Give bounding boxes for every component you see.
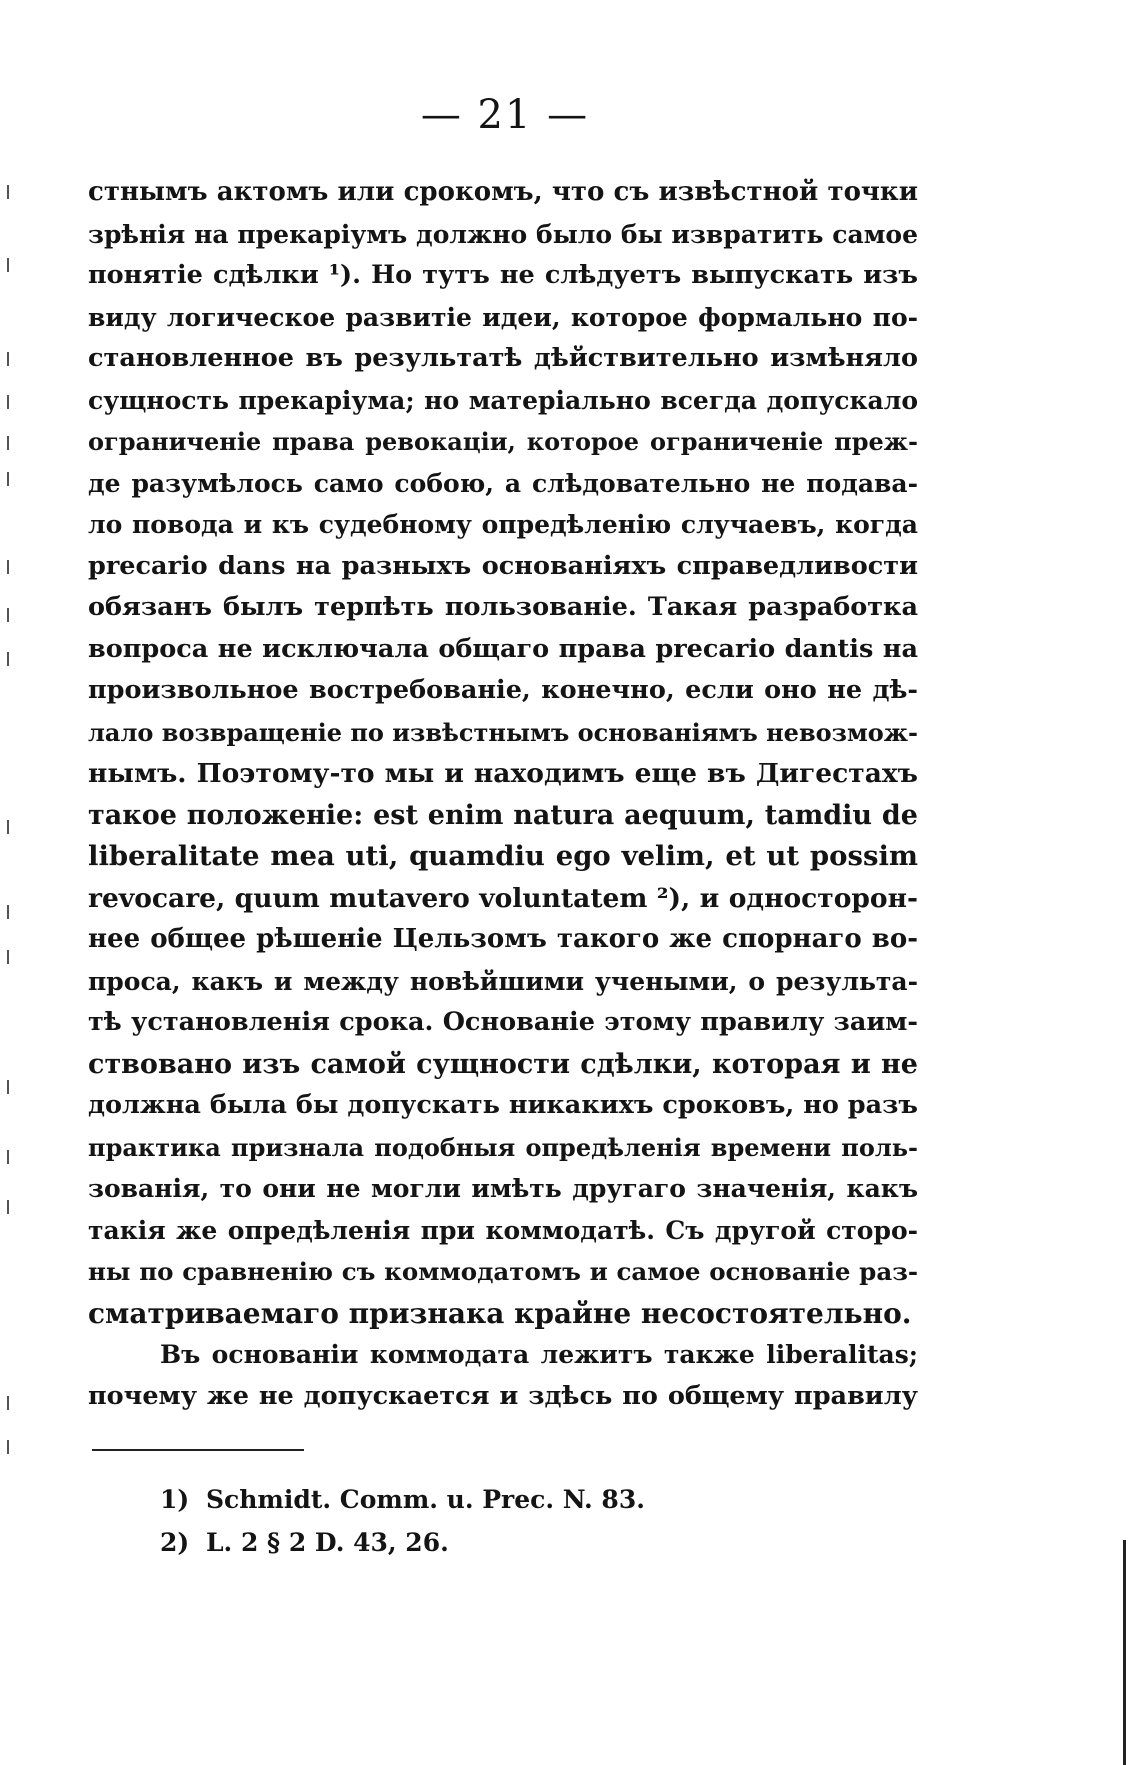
scan-mark bbox=[7, 560, 9, 574]
text-line: нымъ. Поэтому-то мы и находимъ еще въ Дигестахъ bbox=[88, 758, 918, 789]
footnote-2 bbox=[160, 1521, 860, 1564]
text-line: стнымъ актомъ или срокомъ, что съ извѣстной точки bbox=[88, 177, 918, 207]
footnote-1 bbox=[160, 1478, 860, 1521]
text-line: виду логическое развитіе идеи, которое формально по- bbox=[88, 302, 918, 332]
scan-mark bbox=[7, 1150, 9, 1164]
scan-mark bbox=[7, 905, 9, 919]
scan-mark bbox=[7, 395, 9, 409]
text-line: ограниченіе права ревокаціи, которое ограниченіе преж- bbox=[88, 427, 918, 456]
scan-mark bbox=[7, 436, 9, 450]
text-line: зрѣнія на прекаріумъ должно было бы извратить самое bbox=[88, 219, 918, 249]
text-line: де разумѣлось само собою, а слѣдовательно не подава- bbox=[88, 468, 918, 498]
text-line: такое положеніе: est enim natura aequum, tamdiu de bbox=[88, 799, 918, 831]
text-line: становленное въ результатѣ дѣйствительно измѣняло bbox=[88, 343, 918, 373]
text-line: зованія, то они не могли имѣть другаго значенія, какъ bbox=[88, 1174, 918, 1203]
scan-mark bbox=[7, 652, 9, 666]
footnote-text: Schmidt. Comm. u. Prec. N. 83. bbox=[205, 1485, 645, 1514]
paragraph-start-line: Въ основаніи коммодата лежитъ также liberalitas; bbox=[160, 1340, 918, 1369]
text-line: должна была бы допускать никакихъ сроковъ, но разъ bbox=[88, 1090, 918, 1120]
scan-mark bbox=[7, 1080, 9, 1094]
scan-edge-line bbox=[1123, 1540, 1126, 1765]
text-line: обязанъ былъ терпѣть пользованіе. Такая разработка bbox=[88, 592, 918, 622]
footnote-marker: 1) bbox=[160, 1485, 190, 1514]
text-line: нее общее рѣшеніе Цельзомъ такого же спорнаго во- bbox=[88, 924, 918, 954]
footnote-marker: 2) bbox=[160, 1528, 190, 1557]
scan-mark bbox=[7, 352, 9, 366]
body-text bbox=[88, 172, 918, 1417]
scan-mark bbox=[7, 258, 9, 272]
text-line: лало возвращеніе по извѣстнымъ основаніямъ невозмож- bbox=[88, 717, 918, 747]
page-number: — 21 — bbox=[420, 92, 590, 138]
text-line: такія же опредѣленія при коммодатѣ. Съ другой сторо- bbox=[88, 1215, 918, 1245]
scan-mark bbox=[7, 820, 9, 834]
scan-mark bbox=[7, 1440, 9, 1454]
scan-mark bbox=[7, 608, 9, 622]
footnote-text: L. 2 § 2 D. 43, 26. bbox=[205, 1528, 449, 1557]
footnote-divider bbox=[92, 1449, 304, 1451]
text-line: ствовано изъ самой сущности сдѣлки, которая и не bbox=[88, 1048, 918, 1080]
text-line: тѣ установленія срока. Основаніе этому правилу заим- bbox=[88, 1007, 918, 1037]
text-line: произвольное востребованіе, конечно, если оно не дѣ- bbox=[88, 675, 918, 705]
text-line: ны по сравненію съ коммодатомъ и самое основаніе раз- bbox=[88, 1257, 918, 1286]
footnotes bbox=[160, 1478, 860, 1564]
text-line: почему же не допускается и здѣсь по общему правилу bbox=[88, 1380, 918, 1411]
text-line: сущность прекаріума; но матеріально всегда допускало bbox=[88, 385, 918, 415]
text-line: precario dans на разныхъ основаніяхъ справедливости bbox=[88, 550, 918, 581]
text-line: вопроса не исключала общаго права precario dantis на bbox=[88, 633, 918, 664]
scan-mark bbox=[7, 1396, 9, 1410]
text-line: ло повода и къ судебному опредѣленію случаевъ, когда bbox=[88, 510, 918, 539]
text-line: практика признала подобныя опредѣленія времени поль- bbox=[88, 1132, 918, 1162]
scan-mark bbox=[7, 950, 9, 964]
scan-mark bbox=[7, 1200, 9, 1214]
text-line: понятіе сдѣлки ¹). Но тутъ не слѣдуетъ выпускать изъ bbox=[88, 260, 918, 290]
scan-mark bbox=[7, 472, 9, 486]
text-line: revocare, quum mutavero voluntatem ²), и односторон- bbox=[88, 882, 918, 914]
text-line: проса, какъ и между новѣйшими учеными, о результа- bbox=[88, 966, 918, 996]
text-line: liberalitate mea uti, quamdiu ego velim, et ut possim bbox=[88, 840, 918, 872]
text-line: сматриваемаго признака крайне несостоятельно. bbox=[88, 1296, 912, 1330]
scan-mark bbox=[7, 185, 9, 199]
